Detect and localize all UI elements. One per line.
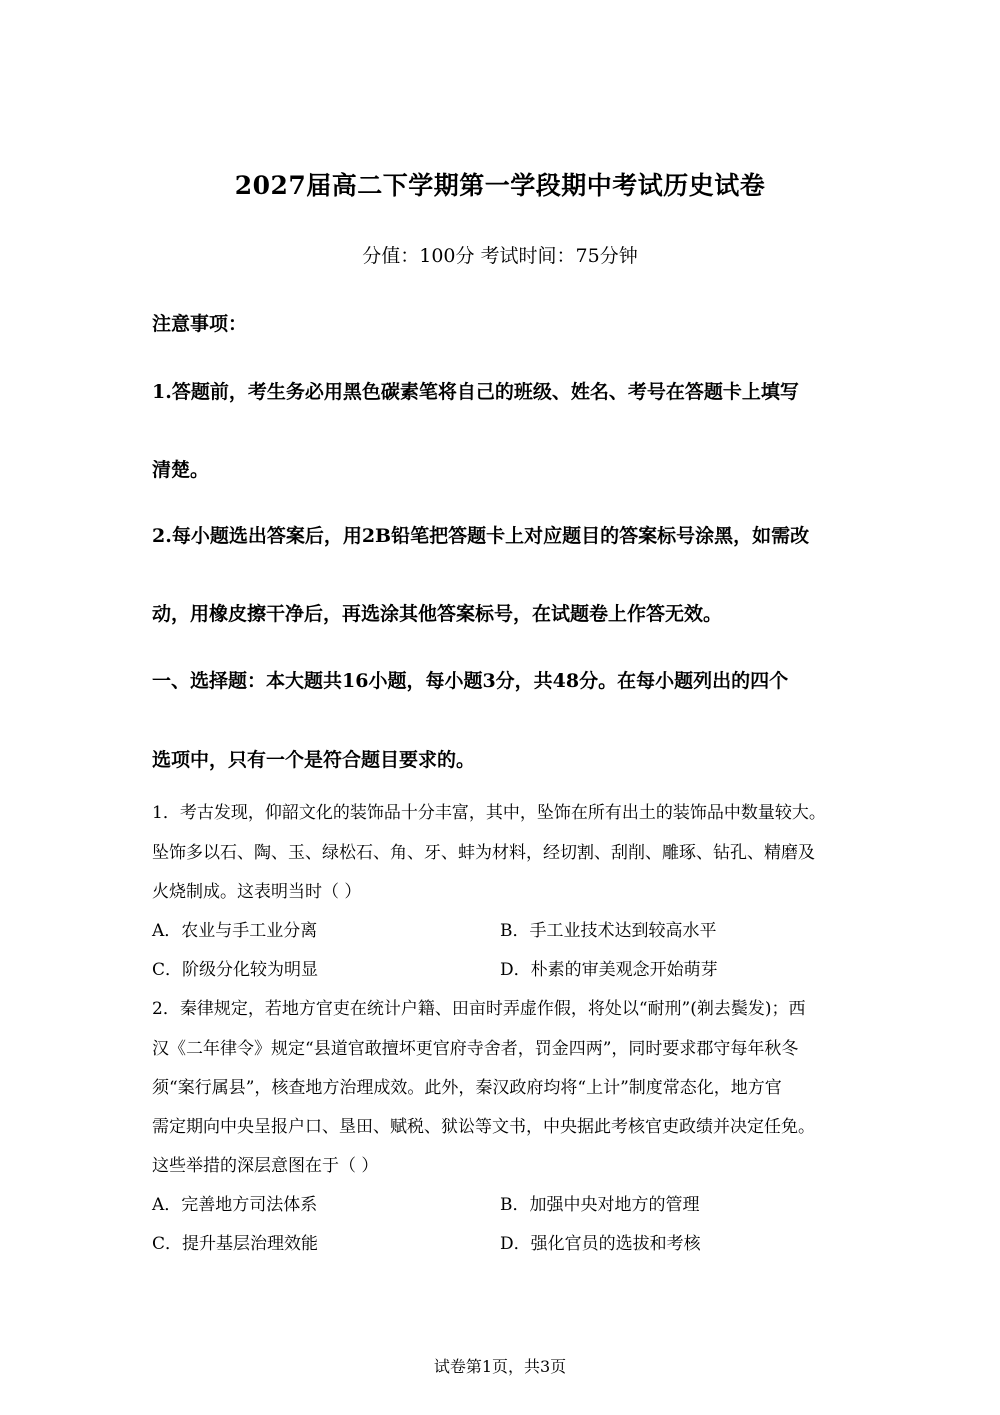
- question-2-line-4: 需定期向中央呈报户口、垦田、赋税、狱讼等文书，中央据此考核官吏政绩并决定任免。: [152, 1117, 815, 1137]
- question-2-line-2: 汉《二年律令》规定“县道官敢擅坏更官府寺舍者，罚金四两”，同时要求郡守每年秋冬: [152, 1039, 799, 1059]
- notice-heading: 注意事项：: [152, 313, 248, 335]
- question-1-option-d: D．朴素的审美观念开始萌芽: [500, 960, 718, 980]
- page-footer: 试卷第1页，共3页: [433, 1357, 567, 1376]
- question-2-line-3: 须“案行属县”，核查地方治理成效。此外，秦汉政府均将“上计”制度常态化，地方官: [152, 1078, 782, 1098]
- question-2-option-a: A．完善地方司法体系: [152, 1195, 318, 1215]
- question-2-option-b: B．加强中央对地方的管理: [500, 1195, 700, 1215]
- question-2-option-d: D．强化官员的选拔和考核: [500, 1234, 701, 1254]
- question-1-line-1: 1．考古发现，仰韶文化的装饰品十分丰富，其中，坠饰在所有出土的装饰品中数量较大。: [152, 803, 826, 823]
- section-heading-line-2: 选项中，只有一个是符合题目要求的。: [152, 749, 476, 771]
- exam-subtitle: 分值：100分 考试时间：75分钟: [362, 245, 638, 267]
- question-1-option-b: B．手工业技术达到较高水平: [500, 921, 717, 941]
- question-1-line-2: 坠饰多以石、陶、玉、绿松石、角、牙、蚌为材料，经切割、刮削、雕琢、钻孔、精磨及: [152, 843, 815, 863]
- question-1-option-c: C．阶级分化较为明显: [152, 960, 319, 980]
- section-heading-line-1: 一、选择题：本大题共16小题，每小题3分，共48分。在每小题列出的四个: [152, 670, 789, 692]
- question-2-line-5: 这些举措的深层意图在于（ ）: [152, 1156, 379, 1176]
- notice-item-1-line-2: 清楚。: [152, 459, 210, 481]
- exam-title: 2027届高二下学期第一学段期中考试历史试卷: [234, 171, 766, 200]
- question-2-line-1: 2．秦律规定，若地方官吏在统计户籍、田亩时弄虚作假，将处以“耐刑”(剃去鬓发)；西: [152, 999, 806, 1019]
- notice-item-2-line-1: 2.每小题选出答案后，用2B铅笔把答题卡上对应题目的答案标号涂黑，如需改: [152, 525, 810, 547]
- notice-item-2-line-2: 动，用橡皮擦干净后，再选涂其他答案标号，在试题卷上作答无效。: [152, 603, 723, 625]
- question-2-option-c: C．提升基层治理效能: [152, 1234, 319, 1254]
- question-1-option-a: A．农业与手工业分离: [152, 921, 318, 941]
- question-1-line-3: 火烧制成。这表明当时（ ）: [152, 882, 362, 902]
- notice-item-1-line-1: 1.答题前，考生务必用黑色碳素笔将自己的班级、姓名、考号在答题卡上填写: [152, 381, 799, 403]
